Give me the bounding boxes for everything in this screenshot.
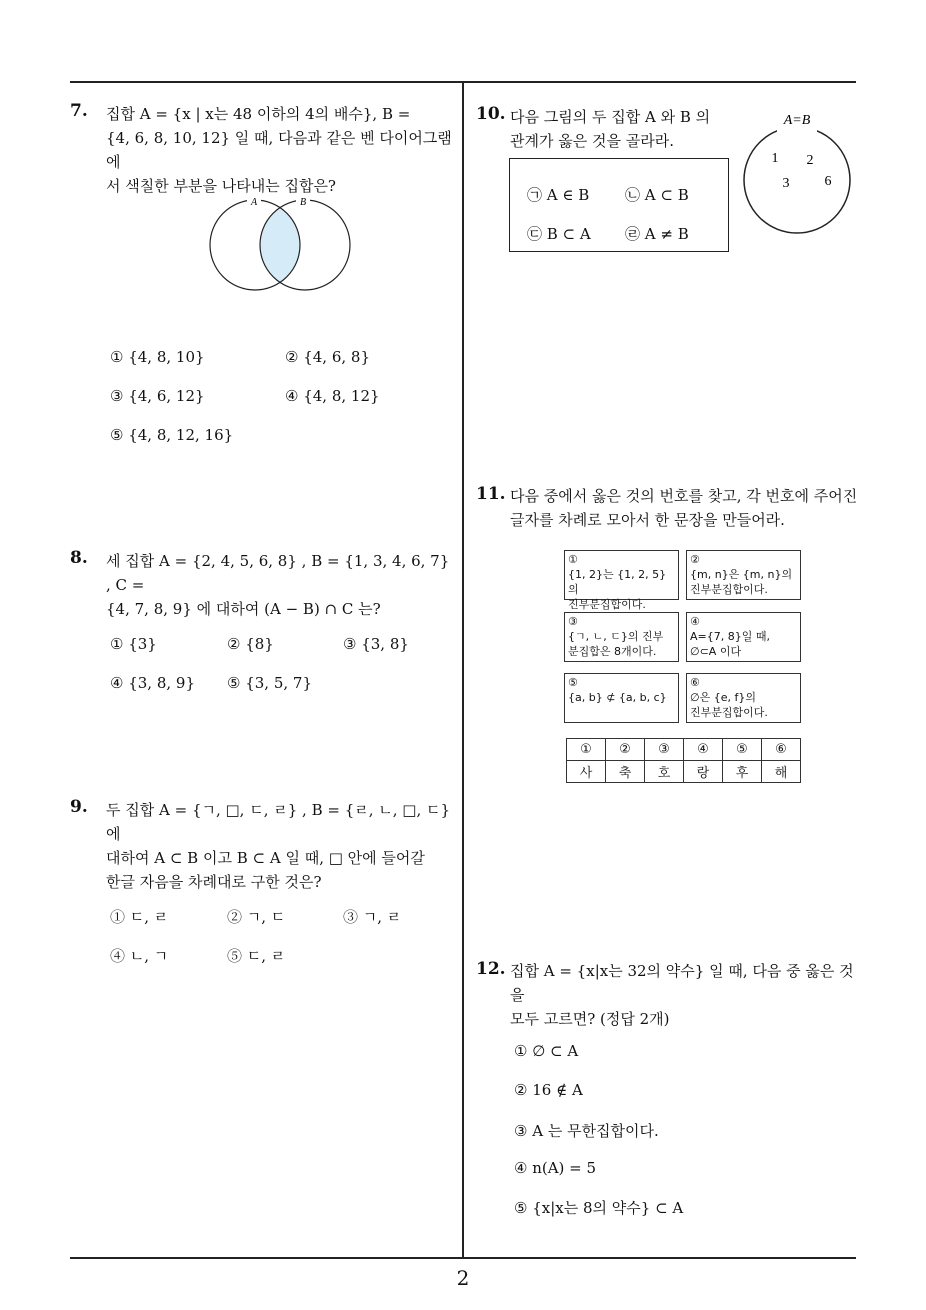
q9-choice-5[interactable]: ⑤ ㄷ, ㄹ: [227, 947, 286, 965]
answer-table-header-cell: ③: [645, 739, 684, 761]
venn-label-a: A: [250, 197, 258, 208]
q12-choice-2[interactable]: ② 16 ∉ A: [514, 1081, 583, 1099]
q7-choice-1[interactable]: ① {4, 8, 10}: [110, 348, 205, 366]
q10-option-1[interactable]: ㉠ A ∈ B: [527, 186, 590, 204]
q12-choice-5[interactable]: ⑤ {x|x는 8의 약수} ⊂ A: [514, 1199, 684, 1217]
question-9-line-1: 두 집합 A = {ㄱ, □, ㄷ, ㄹ} , B = {ㄹ, ㄴ, □, ㄷ} 에: [106, 801, 451, 843]
answer-table-header-cell: ④: [684, 739, 723, 761]
answer-table-letter-cell: 축: [606, 761, 645, 783]
question-8-line-2: {4, 7, 8, 9} 에 대하여 (A − B) ∩ C 는?: [106, 600, 381, 618]
question-9-number: 9.: [70, 797, 88, 817]
q7-choice-4[interactable]: ④ {4, 8, 12}: [285, 387, 380, 405]
question-9-line-2: 대하여 A ⊂ B 이고 B ⊂ A 일 때, □ 안에 들어갈: [106, 849, 425, 867]
statement-number: ②: [690, 553, 700, 566]
question-8-text: [106, 549, 456, 621]
answer-table-letter-row: [567, 761, 801, 783]
q9-choice-2[interactable]: ② ㄱ, ㄷ: [227, 908, 286, 926]
q9-choice-1[interactable]: ① ㄷ, ㄹ: [110, 908, 169, 926]
q10-option-3[interactable]: ㉢ B ⊂ A: [527, 225, 591, 243]
question-8-line-1: 세 집합 A = {2, 4, 5, 6, 8} , B = {1, 3, 4, 6, 7} , C =: [106, 552, 450, 594]
q11-statement-1[interactable]: [564, 550, 679, 611]
question-11-line-2: 글자를 차례로 모아서 한 문장을 만들어라.: [510, 511, 785, 529]
statement-text: A={7, 8}일 때,: [690, 630, 770, 643]
answer-table-letter-cell: 해: [762, 761, 801, 783]
q9-choice-4[interactable]: ④ ㄴ, ㄱ: [110, 947, 169, 965]
statement-text: 분집합은 8개이다.: [568, 645, 657, 658]
q11-statement-2[interactable]: [686, 550, 801, 600]
statement-number: ④: [690, 615, 700, 628]
set-element: 6: [824, 174, 832, 189]
bottom-rule: [70, 1257, 856, 1259]
q8-choice-3[interactable]: ③ {3, 8}: [343, 635, 409, 653]
statement-number: ①: [568, 553, 578, 566]
q7-choice-5[interactable]: ⑤ {4, 8, 12, 16}: [110, 426, 234, 444]
question-8-number: 8.: [70, 548, 88, 568]
question-10-line-1: 다음 그림의 두 집합 A 와 B 의: [510, 108, 711, 126]
set-element: 2: [806, 153, 814, 168]
answer-table-header-cell: ⑥: [762, 739, 801, 761]
q11-statement-5[interactable]: [564, 673, 679, 723]
question-7-line-3: 서 색칠한 부분을 나타내는 집합은?: [106, 177, 336, 195]
answer-table-header-cell: ①: [567, 739, 606, 761]
question-12-text: [510, 959, 860, 1031]
answer-table-letter-cell: 후: [723, 761, 762, 783]
answer-table-letter-cell: 랑: [684, 761, 723, 783]
q8-choice-1[interactable]: ① {3}: [110, 635, 157, 653]
q8-choice-4[interactable]: ④ {3, 8, 9}: [110, 674, 196, 692]
answer-table-letter-cell: 호: [645, 761, 684, 783]
statement-text: ∅⊂A 이다: [690, 645, 742, 658]
q9-choice-3[interactable]: ③ ㄱ, ㄹ: [343, 908, 402, 926]
q12-choice-3[interactable]: ③ A 는 무한집합이다.: [514, 1122, 659, 1140]
q10-option-4[interactable]: ㉣ A ≠ B: [625, 225, 689, 243]
statement-text: {ㄱ, ㄴ, ㄷ}의 진부: [568, 630, 664, 643]
q11-statement-4[interactable]: [686, 612, 801, 662]
question-7-text: [106, 102, 456, 198]
question-9-line-3: 한글 자음을 차례대로 구한 것은?: [106, 873, 322, 891]
statement-text: {m, n}은 {m, n}의: [690, 568, 793, 581]
venn-diagram: [205, 195, 355, 300]
q10-set-diagram: [740, 105, 860, 255]
answer-table-header-cell: ⑤: [723, 739, 762, 761]
page-number: 2: [456, 1266, 470, 1290]
q12-choice-1[interactable]: ① ∅ ⊂ A: [514, 1042, 579, 1060]
question-11-number: 11.: [476, 484, 506, 504]
statement-number: ⑥: [690, 676, 700, 689]
question-7-line-2: {4, 6, 8, 10, 12} 일 때, 다음과 같은 벤 다이어그램에: [106, 129, 452, 171]
q8-choice-2[interactable]: ② {8}: [227, 635, 274, 653]
q7-choice-2[interactable]: ② {4, 6, 8}: [285, 348, 371, 366]
answer-table-header-cell: ②: [606, 739, 645, 761]
q12-choice-4[interactable]: ④ n(A) = 5: [514, 1159, 597, 1177]
question-10-number: 10.: [476, 104, 506, 124]
statement-text: ∅은 {e, f}의: [690, 691, 756, 704]
column-divider: [462, 82, 464, 1259]
q8-choice-5[interactable]: ⑤ {3, 5, 7}: [227, 674, 313, 692]
set-element: 1: [771, 151, 779, 166]
question-12-line-2: 모두 고르면? (정답 2개): [510, 1010, 670, 1028]
question-10-text: [510, 105, 750, 153]
question-11-text: [510, 484, 860, 532]
q7-choice-3[interactable]: ③ {4, 6, 12}: [110, 387, 205, 405]
statement-number: ⑤: [568, 676, 578, 689]
answer-table-letter-cell: 사: [567, 761, 606, 783]
statement-text: 진부분집합이다.: [690, 706, 768, 719]
q11-statement-6[interactable]: [686, 673, 801, 723]
set-circle: [744, 127, 850, 233]
q10-option-2[interactable]: ㉡ A ⊂ B: [625, 186, 689, 204]
question-12-number: 12.: [476, 959, 506, 979]
statement-text: 진부분집합이다.: [568, 598, 646, 611]
question-10-line-2: 관계가 옳은 것을 골라라.: [510, 132, 674, 150]
q11-statement-3[interactable]: [564, 612, 679, 662]
q11-answer-table: [566, 738, 801, 783]
answer-table-header-row: [567, 739, 801, 761]
statement-text: {1, 2}는 {1, 2, 5}의: [568, 568, 667, 596]
question-7-number: 7.: [70, 101, 88, 121]
statement-text: 진부분집합이다.: [690, 583, 768, 596]
question-11-line-1: 다음 중에서 옳은 것의 번호를 찾고, 각 번호에 주어진: [510, 487, 858, 505]
statement-number: ③: [568, 615, 578, 628]
set-label: A=B: [783, 113, 811, 128]
question-12-line-1: 집합 A = {x|x는 32의 약수} 일 때, 다음 중 옳은 것을: [510, 962, 854, 1004]
statement-text: {a, b} ⊄ {a, b, c}: [568, 691, 667, 704]
question-7-line-1: 집합 A = {x | x는 48 이하의 4의 배수}, B =: [106, 105, 411, 123]
venn-label-b: B: [299, 197, 307, 208]
question-9-text: [106, 798, 456, 894]
set-element: 3: [782, 176, 790, 191]
